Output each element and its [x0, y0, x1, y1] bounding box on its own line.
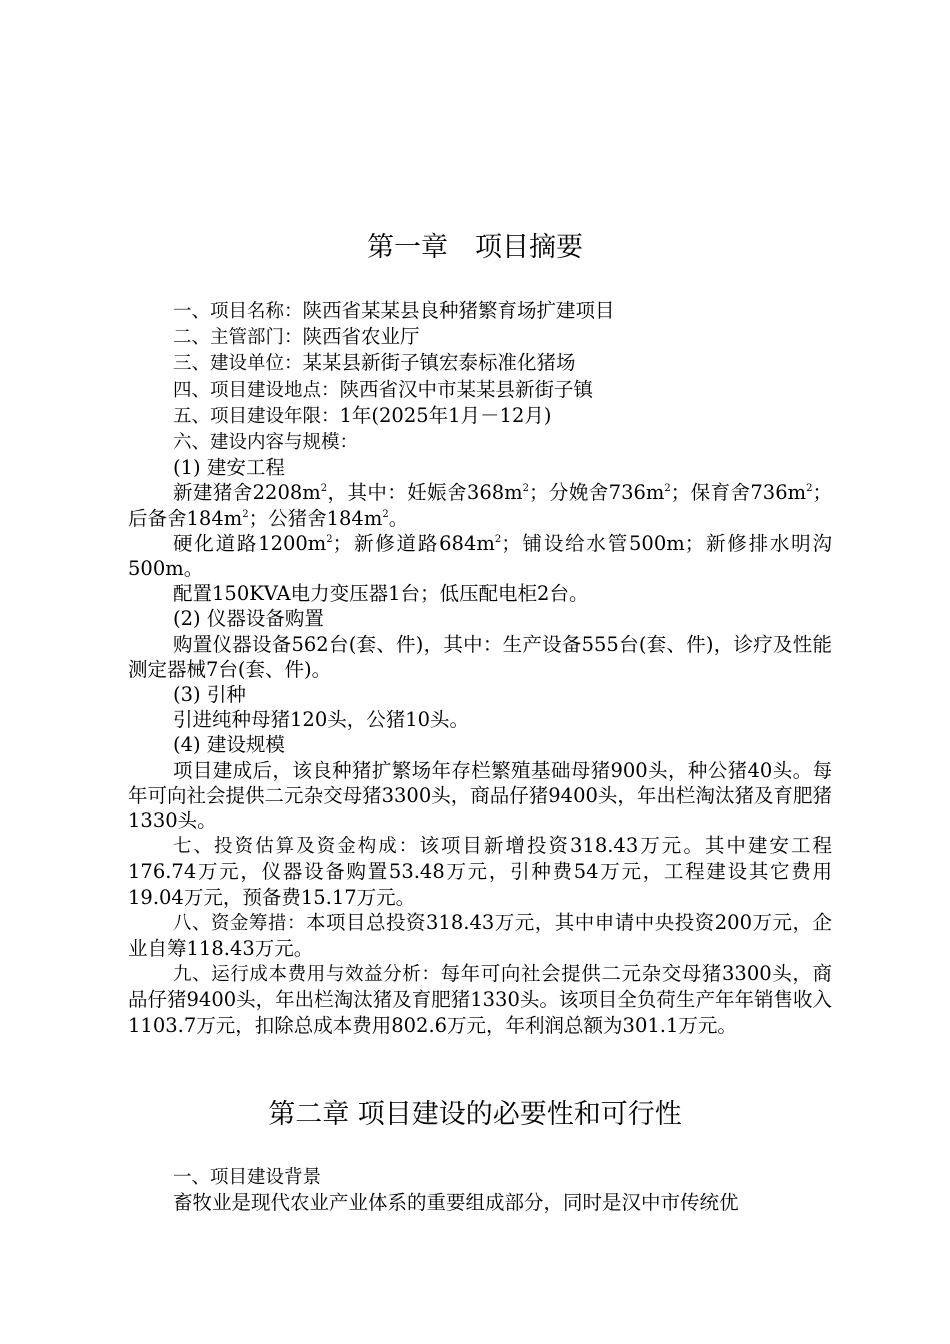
subheading-scale: (4) 建设规模 [173, 733, 285, 757]
subheading-equipment: (2) 仪器设备购置 [173, 607, 324, 631]
paragraph-funding: 八、资金筹措：本项目总投资318.43万元，其中申请中央投资200万元，企业自筹118.43万元。 [128, 910, 832, 961]
chapter-2-body [128, 1165, 832, 1215]
item-location: 四、项目建设地点：陕西省汉中市某某县新街子镇 [173, 377, 594, 401]
paragraph-breeding: 引进纯种母猪120头，公猪10头。 [173, 708, 470, 732]
item-department: 二、主管部门：陕西省农业厅 [173, 325, 420, 349]
paragraph-background: 畜牧业是现代农业产业体系的重要组成部分，同时是汉中市传统优 [173, 1191, 739, 1215]
chapter-1-title: 第一章 项目摘要 [367, 232, 583, 263]
paragraph-benefit: 九、运行成本费用与效益分析：每年可向社会提供二元杂交母猪3300头，商品仔猪9400头，年出栏淘汰猪及育肥猪1330头。该项目全负荷生产年年销售收入1103.7万元，扣除总成本费用802.6万元，年利润总额为301.1万元。 [128, 962, 832, 1037]
paragraph-scale: 项目建成后，该良种猪扩繁场年存栏繁殖基础母猪900头，种公猪40头。每年可向社会提供二元杂交母猪3300头，商品仔猪9400头，年出栏淘汰猪及育肥猪1330头。 [128, 758, 832, 833]
subheading-breeding: (3) 引种 [173, 683, 246, 707]
subheading-construction: (1) 建安工程 [173, 456, 285, 480]
paragraph-investment: 七、投资估算及资金构成：该项目新增投资318.43万元。其中建安工程176.74万元，仪器设备购置53.48万元，引种费54万元，工程建设其它费用19.04万元，预备费15.17万元。 [128, 834, 832, 909]
chapter-1-body [128, 298, 832, 1038]
paragraph-power: 配置150KVA电力变压器1台；低压配电柜2台。 [173, 582, 589, 606]
item-duration: 五、项目建设年限：1年(2025年1月－12月) [173, 403, 552, 427]
section-background-heading: 一、项目建设背景 [173, 1167, 322, 1188]
item-project-name: 一、项目名称：陕西省某某县良种猪繁育场扩建项目 [173, 299, 615, 322]
item-content-scale: 六、建设内容与规模： [173, 432, 359, 454]
paragraph-equipment: 购置仪器设备562台(套、件)，其中：生产设备555台(套、件)，诊疗及性能测定器械7台(套、件)。 [128, 632, 832, 681]
chapter-2-title: 第二章 项目建设的必要性和可行性 [268, 1099, 682, 1130]
paragraph-buildings: 新建猪舍$2208m^2$，其中：妊娠舍$368m^2$；分娩舍$736m^2$；保育舍$736m^2$；后备舍$184m^2$；公猪舍$184m^2$。 [128, 481, 832, 530]
paragraph-roads: 硬化道路$1200m^2$；新修道路$684m^2$；铺设给水管500m；新修排水明沟500m。 [128, 531, 832, 581]
item-builder: 三、建设单位：某某县新街子镇宏泰标准化猪场 [173, 351, 576, 375]
